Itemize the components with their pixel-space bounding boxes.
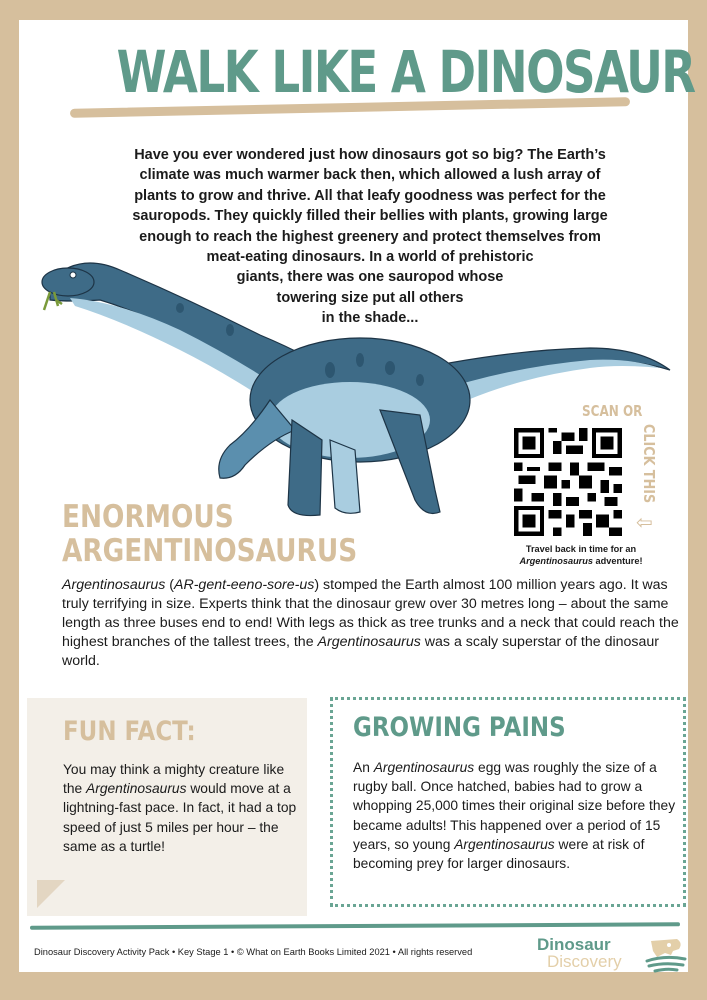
intro-paragraph xyxy=(100,145,640,329)
click-this-label: CLICK THIS xyxy=(640,424,658,504)
intro-line: meat-eating dinosaurs. In a world of prehistoric xyxy=(206,249,534,266)
growing-pains-text: An Argentinosaurus egg was roughly the size of a rugby ball. Once hatched, babies had to grow a whopping 25,000 times their original size before they became adults! This happened over a period of 15 years, so young Argentinosaurus were at risk of becoming prey for larger dinosaurs. xyxy=(353,760,676,872)
section-body: Argentinosaurus (AR-gent-eeno-sore-us) stomped the Earth almost 100 million years ago. It was truly terrifying in size. Experts think that the dinosaur grew over 30 metres long – about the same length as three buses end to end! With legs as thick as tree trunks and a neck that could reach the highest branches of the tallest trees, the Argentinosaurus was a scaly superstar of the dinosaur world. xyxy=(62,577,679,669)
qr-caption: Travel back in time for an Argentinosaurus adventure! xyxy=(519,544,643,566)
intro-line: towering size put all others xyxy=(276,289,464,306)
fun-fact-text: You may think a mighty creature like the Argentinosaurus would move at a lightning-fast pace. In fact, it had a top speed of just 5 miles per hour – the same as a turtle! xyxy=(63,762,297,854)
intro-line: plants to grow and thrive. All that leafy goodness was perfect for the xyxy=(134,187,606,204)
footer-copyright: Dinosaur Discovery Activity Pack • Key Stage 1 • © What on Earth Books Limited 2021 • All rights reserved xyxy=(34,947,473,957)
intro-line: climate was much warmer back then, which allowed a lush array of xyxy=(139,167,601,184)
dinosaur-discovery-logo: Dinosaur Discovery xyxy=(537,935,687,975)
growing-pains-title: GROWING PAINS xyxy=(353,712,566,743)
fun-fact-box xyxy=(27,698,307,916)
intro-line: giants, there was one sauropod whose xyxy=(236,269,504,286)
page-curl-corner xyxy=(37,880,65,908)
scan-label: SCAN OR xyxy=(582,402,643,420)
intro-line: sauropods. They quickly filled their bellies with plants, growing large xyxy=(132,208,608,225)
intro-line: in the shade... xyxy=(321,310,419,327)
page-title: WALK LIKE A DINOSAUR xyxy=(116,38,695,106)
dino-skull-icon xyxy=(643,937,687,973)
growing-pains-box xyxy=(330,697,686,907)
fun-fact-title: FUN FACT: xyxy=(63,716,196,747)
left-arrow-icon: ⇦ xyxy=(636,512,653,534)
intro-line: enough to reach the highest greenery and protect themselves from xyxy=(139,228,601,245)
intro-line: Have you ever wondered just how dinosaurs got so big? The Earth’s xyxy=(134,147,606,163)
section-title: ENORMOUS ARGENTINOSAURUS xyxy=(62,499,358,569)
